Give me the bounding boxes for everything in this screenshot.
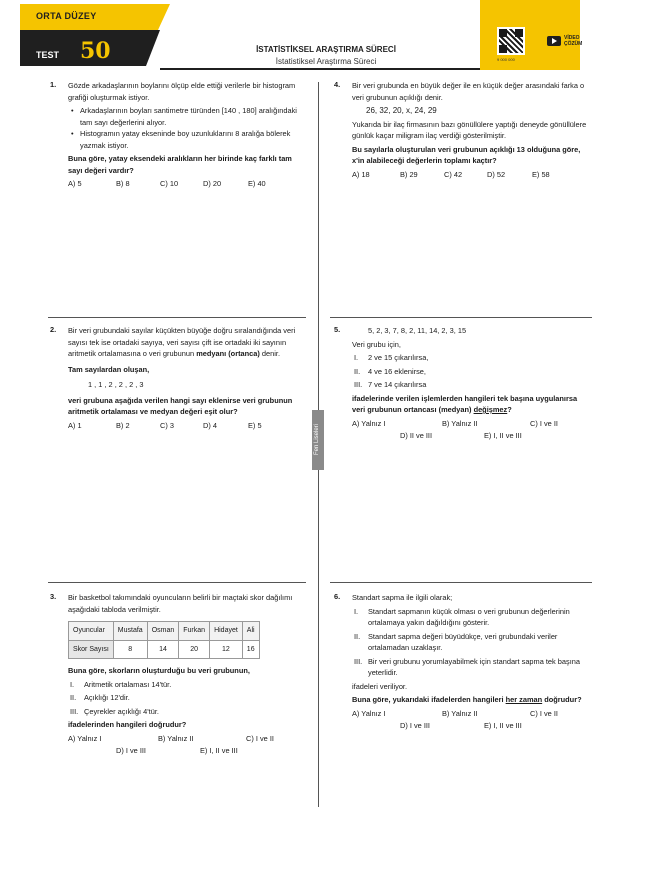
question-number: 3. (50, 592, 57, 601)
table-header-cell: Hidayet (210, 622, 243, 641)
score-table (68, 621, 260, 659)
qr-code-icon[interactable] (499, 29, 523, 53)
table-header-cell: Ali (242, 622, 259, 641)
row-divider (330, 582, 592, 583)
option-b[interactable]: B) 2 (116, 420, 130, 430)
page-header (0, 0, 652, 70)
option-d[interactable]: D) 52 (487, 169, 506, 179)
option-e[interactable]: E) I, II ve III (200, 745, 238, 755)
option-b[interactable]: B) Yalnız II (442, 708, 478, 718)
question-intro: Bir veri grubundaki sayılar küçükten büyüğe doğru sıralandığında veri sayısı tek ise ortadaki sayıya, veri sayısı çift ise ortadaki iki sayının aritmetik ortalamasına o veri grubunun medyanı (ortanca) denir. (68, 326, 296, 358)
option-a[interactable]: A) Yalnız I (352, 708, 386, 718)
option-b[interactable]: B) Yalnız II (158, 733, 194, 743)
video-solution-label[interactable]: VİDEO ÇÖZÜM (564, 35, 583, 47)
option-e[interactable]: E) 58 (532, 169, 550, 179)
option-a[interactable]: A) Yalnız I (68, 733, 102, 743)
option-c[interactable]: C) I ve II (246, 733, 274, 743)
row-divider (48, 317, 306, 318)
table-cell: 8 (113, 640, 147, 659)
statement-item: II. Açıklığı 12'dir. (70, 693, 130, 702)
question-intro: Gözde arkadaşlarının boylarını ölçüp elde ettiği verilerle bir histogram grafiği oluşturmak istiyor. (68, 81, 296, 102)
table-row-label: Skor Sayısı (69, 640, 114, 659)
answer-options (68, 178, 306, 190)
option-b[interactable]: B) Yalnız II (442, 418, 478, 428)
question-5 (352, 325, 590, 442)
header-rule (160, 68, 480, 70)
question-intro: Bir basketbol takımındaki oyuncuların belirli bir maçtaki skor dağılımı aşağıdaki tabloda verilmiştir. (68, 593, 293, 614)
option-b[interactable]: B) 8 (116, 179, 130, 188)
question-stem: Buna göre, yatay eksendeki aralıkların her birinde kaç farklı tam sayı değeri vardır? (68, 154, 292, 175)
answer-options (68, 733, 306, 745)
option-a[interactable]: A) 5 (68, 179, 82, 188)
option-d[interactable]: D) I ve III (116, 745, 146, 755)
table-cell: 12 (210, 640, 243, 659)
statement-item: III. 7 ve 14 çıkarılırsa (354, 380, 427, 389)
table-header-row (69, 622, 260, 641)
answer-options (352, 169, 590, 181)
option-e[interactable]: E) I, II ve III (484, 720, 522, 730)
table-header-cell: Mustafa (113, 622, 147, 641)
option-d[interactable]: D) I ve III (400, 720, 430, 730)
option-a[interactable]: A) 18 (352, 169, 370, 179)
statement-item: II. Standart sapma değeri büyüdükçe, veri grubundaki veriler ortalamadan uzaklaşır. (354, 631, 558, 652)
question-stem: ifadelerinde verilen işlemlerden hangileri tek başına uygulanırsa veri grubunun ortancası (medyan) değişmez? (352, 393, 578, 414)
option-c[interactable]: C) I ve II (530, 418, 558, 428)
bullet-item: • Histogramın yatay ekseninde boy uzunluklarını 8 aralığa bölerek yazmak istiyor. (68, 128, 306, 151)
question-number: 6. (334, 592, 341, 601)
question-intro: Bir veri grubunda en büyük değer ile en küçük değer arasındaki farka o veri grubunun açıklığı denir. (352, 81, 585, 102)
option-c[interactable]: C) 42 (444, 169, 463, 179)
question-number: 5. (334, 325, 341, 334)
table-header-cell: Oyuncular (69, 622, 114, 641)
answer-options (352, 720, 590, 732)
statement-item: II. 4 ve 16 eklenirse, (354, 366, 426, 376)
answer-options (352, 418, 590, 430)
answer-options (68, 420, 306, 432)
qr-caption: 9 000 000 (497, 57, 515, 62)
question-number: 1. (50, 80, 57, 89)
table-cell: 14 (147, 640, 179, 659)
row-divider (48, 582, 306, 583)
table-header-cell: Furkan (179, 622, 210, 641)
statement-item: I. Aritmetik ortalaması 14'tür. (70, 679, 172, 689)
option-b[interactable]: B) 29 (400, 169, 418, 179)
question-6 (352, 592, 590, 732)
answer-options (352, 708, 590, 720)
question-number: 2. (50, 325, 57, 334)
statement-item: III. Bir veri grubunu yorumlayabilmek için standart sapma tek başına yeterlidir. (354, 656, 580, 677)
question-1 (68, 80, 306, 190)
question-lead: Standart sapma ile ilgili olarak; (352, 593, 453, 602)
play-triangle-icon (552, 38, 557, 44)
option-d[interactable]: D) 20 (203, 179, 222, 188)
question-stem: veri grubuna aşağıda verilen hangi sayı eklenirse veri grubunun aritmetik ortalaması ve medyan değeri eşit olur? (68, 395, 293, 416)
table-cell: 16 (242, 640, 259, 659)
question-lead: Buna göre, skorların oluşturduğu bu veri grubunun, (68, 666, 250, 675)
question-2 (68, 325, 306, 432)
question-number: 4. (334, 80, 341, 89)
option-c[interactable]: C) 10 (160, 179, 179, 188)
test-number: 50 (80, 38, 111, 64)
question-context: Yukarıda bir ilaç firmasının bazı gönüllülere yaptığı deneyde gönüllülere günlük kaçar miligram ilaç verdiği gösterilmiştir. (352, 119, 587, 140)
test-label: TEST (36, 50, 60, 60)
level-label: ORTA DÜZEY (36, 11, 97, 21)
option-d[interactable]: D) II ve III (400, 430, 433, 440)
question-lead: Veri grubu için, (352, 339, 401, 349)
question-stem: ifadelerinden hangileri doğrudur? (68, 720, 187, 729)
option-c[interactable]: C) 3 (160, 420, 174, 430)
table-header-cell: Osman (147, 622, 179, 641)
page-title: İSTATİSTİKSEL ARAŞTIRMA SÜRECİ (256, 45, 396, 54)
question-stem: Bu sayılarla oluşturulan veri grubunun açıklığı 13 olduğuna göre, x'in alabileceği değerlerin toplamı kaçtır? (352, 144, 581, 165)
statement-item: I. 2 ve 15 çıkarılırsa, (354, 353, 429, 362)
data-set: 1 , 1 , 2 , 2 , 2 , 3 (88, 380, 144, 389)
question-stem: Buna göre, yukarıdaki ifadelerden hangileri her zaman doğrudur? (352, 695, 582, 704)
bullet-item: • Arkadaşlarının boyları santimetre türünden [140 , 180] aralığındaki tam sayı değerlerini alıyor. (68, 105, 306, 128)
data-set: 5, 2, 3, 7, 8, 2, 11, 14, 2, 3, 15 (368, 326, 467, 335)
option-a[interactable]: A) Yalnız I (352, 418, 386, 428)
statement-item: III. Çeyrekler açıklığı 4'tür. (70, 706, 159, 716)
question-4 (352, 80, 590, 181)
table-cell: 20 (179, 640, 210, 659)
table-row (69, 640, 260, 659)
data-set: 26, 32, 20, x, 24, 29 (366, 106, 437, 115)
side-tab: Fen Liseleri (312, 410, 324, 470)
row-divider (330, 317, 592, 318)
option-a[interactable]: A) 1 (68, 420, 82, 430)
question-3 (68, 592, 306, 757)
option-e[interactable]: E) I, II ve III (484, 430, 522, 440)
option-d[interactable]: D) 4 (203, 420, 217, 430)
page-subtitle: İstatistiksel Araştırma Süreci (275, 57, 377, 66)
question-lead: Tam sayılardan oluşan, (68, 364, 150, 374)
answer-options (68, 745, 306, 757)
answer-options (352, 430, 590, 442)
statement-item: I. Standart sapmanın küçük olması o veri grubunun değerlerinin ortalamaya yakın dağıldığını gösterir. (354, 606, 570, 627)
option-c[interactable]: C) I ve II (530, 708, 558, 718)
option-e[interactable]: E) 5 (248, 420, 262, 430)
statement-closing: ifadeleri veriliyor. (352, 681, 408, 691)
option-e[interactable]: E) 40 (248, 179, 266, 188)
